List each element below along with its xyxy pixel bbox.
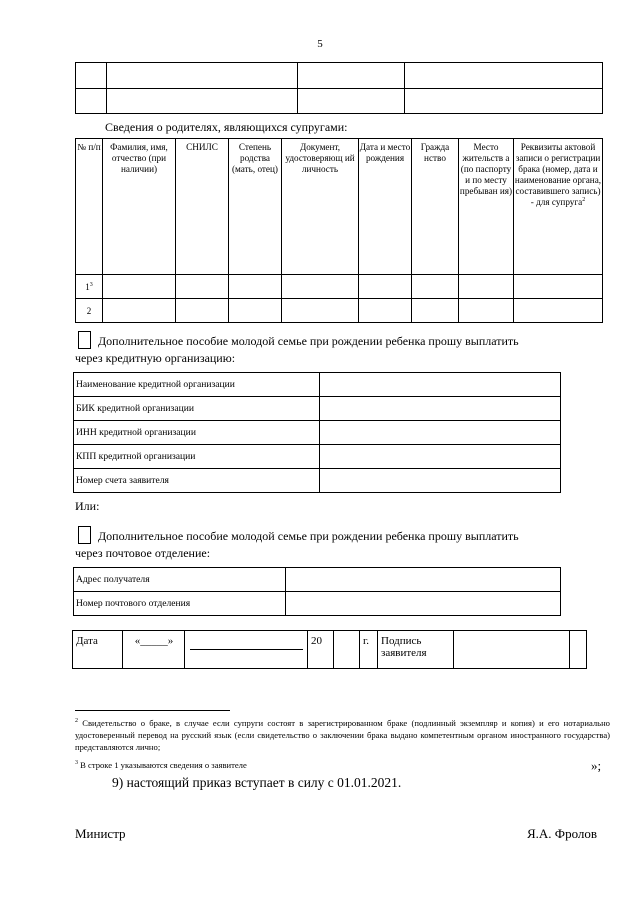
- closing-quote: »;: [591, 758, 602, 773]
- table-cell: [103, 275, 176, 299]
- parents-table: [75, 138, 603, 323]
- post-row-value[interactable]: [286, 592, 561, 616]
- credit-row-value[interactable]: [320, 421, 561, 445]
- credit-row-label: Наименование кредитной организации: [74, 373, 320, 397]
- post-row-label: Номер почтового отделения: [74, 592, 286, 616]
- post-checkbox[interactable]: [78, 526, 91, 544]
- header-birth: Дата и место рождения: [359, 139, 412, 275]
- table-cell: [459, 299, 514, 323]
- credit-text-line2: через кредитную организацию:: [75, 351, 236, 365]
- credit-row-value[interactable]: [320, 469, 561, 493]
- credit-row-label: КПП кредитной организации: [74, 445, 320, 469]
- row-number: $1^3$: [76, 275, 103, 299]
- signature-table: [72, 630, 587, 669]
- credit-checkbox[interactable]: [78, 331, 91, 349]
- table-cell: [107, 63, 298, 89]
- footnote-mark: 2: [75, 718, 78, 725]
- table-cell: [514, 299, 603, 323]
- item-9: 9) настоящий приказ вступает в силу с 01.01.2021.: [112, 775, 402, 790]
- table-cell: [176, 275, 229, 299]
- footnote-mark: 3: [89, 281, 93, 288]
- date-month-field[interactable]: [185, 631, 308, 669]
- table-cell: [359, 275, 412, 299]
- post-row-value[interactable]: [286, 568, 561, 592]
- header-num: № п/п: [76, 139, 103, 275]
- post-text-line2: через почтовое отделение:: [75, 546, 211, 560]
- table-cell: [103, 299, 176, 323]
- table-cell: [412, 275, 459, 299]
- footnote-text: Свидетельство о браке, в случае если супруги состоят в зарегистрированном браке (подлинный экземпляр и копия) и его нотариально удостоверенный перевод на русский язык (если свидетельство о заключении брака выдано компетентным органом иностранного государства) представляются лично;: [75, 718, 610, 752]
- footnote-text: В строке 1 указываются сведения о заявителе: [80, 760, 247, 770]
- credit-row-value[interactable]: [320, 373, 561, 397]
- signature-field[interactable]: [454, 631, 570, 669]
- table-cell: [298, 89, 405, 114]
- year-field[interactable]: [334, 631, 360, 669]
- date-label: Дата: [73, 631, 123, 669]
- parents-heading: Сведения о родителях, являющихся супругами:: [105, 120, 348, 134]
- page-number: 5: [317, 38, 323, 50]
- footnote-mark: 2: [582, 196, 586, 203]
- table-cell: [76, 63, 107, 89]
- header-fio: Фамилия, имя, отчество (при наличии): [103, 139, 176, 275]
- table-cell: [570, 631, 587, 669]
- footnote-3: [75, 759, 247, 771]
- table-cell: [229, 299, 282, 323]
- row-number: 2: [76, 299, 103, 323]
- signature-label: Подпись заявителя: [378, 631, 454, 669]
- post-row-label: Адрес получателя: [74, 568, 286, 592]
- credit-row-label: БИК кредитной организации: [74, 397, 320, 421]
- table-cell: [229, 275, 282, 299]
- footnote-separator: [75, 710, 230, 711]
- header-relation: Степень родства (мать, отец): [229, 139, 282, 275]
- credit-row-label: ИНН кредитной организации: [74, 421, 320, 445]
- date-day-field[interactable]: «_____»: [123, 631, 185, 669]
- header-residence: Место жительств а (по паспорту и по месту пребыван ия): [459, 139, 514, 275]
- table-cell: [405, 89, 603, 114]
- year-prefix: 20: [308, 631, 334, 669]
- table-cell: [107, 89, 298, 114]
- header-document: Документ, удостоверяющ ий личность: [282, 139, 359, 275]
- post-text-line1: Дополнительное пособие молодой семье при рождении ребенка прошу выплатить: [98, 529, 519, 543]
- header-citizenship: Гражда нство: [412, 139, 459, 275]
- table-cell: [459, 275, 514, 299]
- table-cell: [298, 63, 405, 89]
- continued-table: [75, 62, 603, 114]
- footnote-2: [75, 717, 610, 753]
- table-cell: [76, 89, 107, 114]
- footnote-mark: 3: [75, 760, 78, 767]
- post-table: [73, 567, 561, 616]
- credit-row-value[interactable]: [320, 445, 561, 469]
- table-cell: [405, 63, 603, 89]
- table-cell: [359, 299, 412, 323]
- credit-row-label: Номер счета заявителя: [74, 469, 320, 493]
- table-cell: [282, 275, 359, 299]
- table-cell: [176, 299, 229, 323]
- year-suffix: г.: [360, 631, 378, 669]
- credit-table: [73, 372, 561, 493]
- table-cell: [282, 299, 359, 323]
- header-marriage-record: Реквизиты актовой записи о регистрации брака (номер, дата и наименование органа, составившего запись) - для супруга$^2$: [514, 139, 603, 275]
- header-snils: СНИЛС: [176, 139, 229, 275]
- minister-name: Я.А. Фролов: [527, 826, 598, 841]
- minister-title: Министр: [75, 826, 126, 841]
- credit-text-line1: Дополнительное пособие молодой семье при рождении ребенка прошу выплатить: [98, 334, 519, 348]
- table-cell: [514, 275, 603, 299]
- table-cell: [412, 299, 459, 323]
- or-text: Или:: [75, 499, 100, 513]
- credit-row-value[interactable]: [320, 397, 561, 421]
